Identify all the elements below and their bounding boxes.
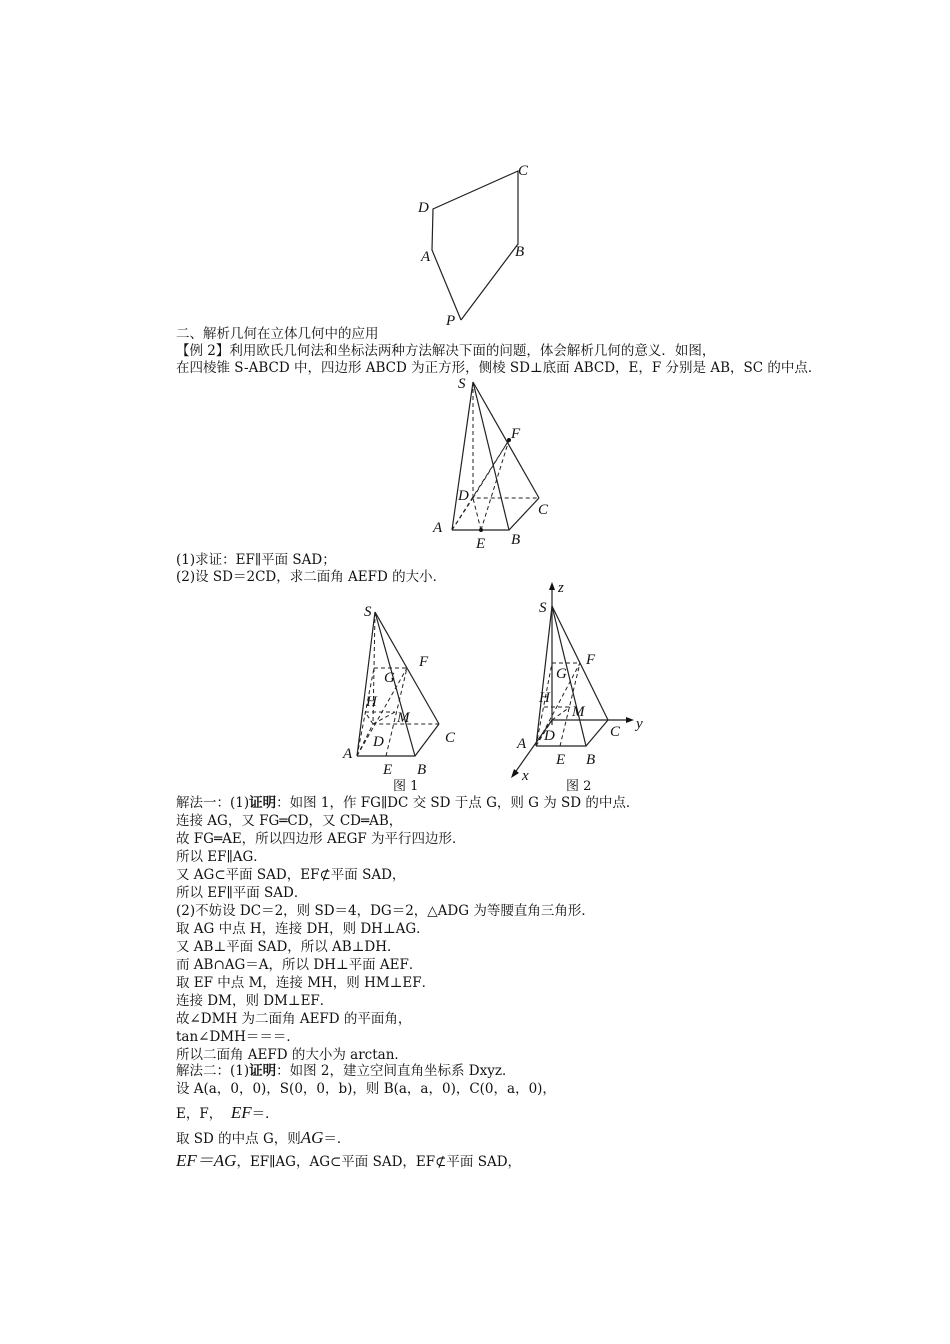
label-C: C xyxy=(538,502,549,518)
example-line-2: 在四棱锥 S-ABCD 中，四边形 ABCD 为正方形，侧棱 SD⊥底面 ABCD，E，F 分别是 AB，SC 的中点． xyxy=(176,360,822,376)
caption-fig2: 图 2 xyxy=(566,779,592,794)
solution-line-7: (2)不妨设 DC＝2，则 SD＝4，DG＝2，△ADG 为等腰直角三角形． xyxy=(176,903,595,919)
line-DH xyxy=(365,712,373,724)
label-A: A xyxy=(517,736,527,752)
example-line-1: 【例 2】利用欧氏几何法和坐标法两种方法解决下面的问题，体会解析几何的意义．如图， xyxy=(176,343,716,359)
vector-AG: AG xyxy=(300,1128,324,1147)
solution-2-prefix: 解法二：(1) xyxy=(176,1063,250,1079)
vector-EF: EF xyxy=(230,1103,252,1122)
vector-AG-2: AG xyxy=(213,1151,237,1170)
solution-line-4: 所以 EF∥AG． xyxy=(176,849,267,865)
figure-pentagon xyxy=(400,150,550,330)
solution-line-6: 所以 EF∥平面 SAD． xyxy=(176,885,308,901)
solution-line-9: 又 AB⊥平面 SAD，所以 AB⊥DH． xyxy=(176,939,401,955)
label-y: y xyxy=(636,716,643,732)
label-E: E xyxy=(556,752,566,768)
vector-EF-2: EF xyxy=(176,1151,197,1170)
label-M: M xyxy=(397,710,410,726)
solution-line-10: 而 AB∩AG＝A，所以 DH⊥平面 AEF． xyxy=(176,957,423,973)
solution-2-text: ：如图 2，建立空间直角坐标系 Dxyz． xyxy=(276,1063,516,1079)
label-H: H xyxy=(539,690,550,706)
label-D: D xyxy=(458,488,469,504)
label-A: A xyxy=(433,520,443,536)
axis-x-arrow xyxy=(511,769,519,778)
label-G: G xyxy=(384,670,395,686)
label-G: G xyxy=(556,666,567,682)
solution-line-1 xyxy=(176,795,816,812)
label-A: A xyxy=(343,746,353,762)
label-D: D xyxy=(373,734,384,750)
base-front xyxy=(357,724,439,756)
edge-SA xyxy=(452,382,473,530)
label-S: S xyxy=(364,604,372,620)
line-ED xyxy=(473,498,481,530)
solution-line-20 xyxy=(176,1152,816,1171)
figure-pyramid xyxy=(425,372,565,552)
label-P: P xyxy=(446,313,456,329)
question-2: (2)设 SD＝2CD，求二面角 AEFD 的大小． xyxy=(176,569,447,585)
solution-line-5: 又 AG⊂平面 SAD，EF⊄平面 SAD， xyxy=(176,867,406,883)
line-DM xyxy=(552,707,570,720)
solution-line-11: 取 EF 中点 M，连接 MH，则 HM⊥EF． xyxy=(176,975,436,991)
label-B: B xyxy=(511,532,521,548)
question-1: (1)求证：EF∥平面 SAD； xyxy=(176,552,336,568)
solution-line-12: 连接 DM，则 DM⊥EF． xyxy=(176,993,334,1009)
label-M: M xyxy=(572,704,585,720)
solution-line-14: tan∠DMH＝＝＝． xyxy=(176,1029,300,1045)
solution-1-prefix: 解法一：(1) xyxy=(176,795,250,811)
ag-eq: ＝． xyxy=(323,1131,351,1147)
solution-line-16 xyxy=(176,1063,816,1080)
solution-line-15: 所以二面角 AEFD 的大小为 arctan． xyxy=(176,1047,408,1063)
section-title: 二、解析几何在立体几何中的应用 xyxy=(176,326,379,342)
label-B: B xyxy=(417,762,427,778)
label-A: A xyxy=(421,249,431,265)
label-H: H xyxy=(366,694,377,710)
label-F: F xyxy=(511,426,521,442)
solution-line-17: 设 A(a，0，0)，S(0，0，b)，则 B(a，a，0)，C(0，a，0)， xyxy=(176,1081,556,1097)
label-B: B xyxy=(515,244,525,260)
line-EF xyxy=(481,440,509,530)
axis-z-arrow xyxy=(549,582,555,590)
proof-label-2: 证明 xyxy=(249,1063,277,1079)
label-C: C xyxy=(445,730,456,746)
pentagon-outline xyxy=(432,171,518,320)
solution-line-13: 故∠DMH 为二面角 AEFD 的平面角， xyxy=(176,1011,412,1027)
label-B: B xyxy=(586,752,596,768)
solution-line-18 xyxy=(176,1104,816,1123)
line-DM xyxy=(373,712,395,724)
label-C: C xyxy=(518,163,529,179)
solution-line-3: 故 FG═AE，所以四边形 AEGF 为平行四边形． xyxy=(176,831,466,847)
ef-points-text: E，F， xyxy=(176,1106,223,1122)
label-x: x xyxy=(522,768,529,784)
label-E: E xyxy=(383,762,393,778)
axis-y-arrow xyxy=(626,717,634,723)
label-S: S xyxy=(458,376,466,392)
proof-label: 证明 xyxy=(249,795,277,811)
midpoint-text: 取 SD 的中点 G，则 xyxy=(176,1131,301,1147)
label-D: D xyxy=(418,200,429,216)
solution-line-8: 取 AG 中点 H，连接 DH，则 DH⊥AG． xyxy=(176,921,430,937)
ef-eq: ＝． xyxy=(251,1106,279,1122)
solution-line-2: 连接 AG，又 FG═CD，又 CD═AB， xyxy=(176,813,403,829)
point-E xyxy=(479,528,483,532)
label-S: S xyxy=(539,600,547,616)
solution-1-text: ：如图 1，作 FG∥DC 交 SD 于点 G，则 G 为 SD 的中点． xyxy=(276,795,640,811)
solution-line-19 xyxy=(176,1129,816,1148)
label-C: C xyxy=(610,724,621,740)
label-F: F xyxy=(419,654,429,670)
label-z: z xyxy=(558,580,564,596)
label-D: D xyxy=(544,728,555,744)
parallel-text: ，EF∥AG，AG⊂平面 SAD，EF⊄平面 SAD， xyxy=(236,1154,522,1170)
caption-fig1: 图 1 xyxy=(393,779,419,794)
label-F: F xyxy=(586,652,596,668)
label-E: E xyxy=(476,536,486,552)
figure-1 xyxy=(335,598,470,794)
eq-sign: ＝ xyxy=(196,1151,214,1170)
figure-2 xyxy=(500,580,660,794)
